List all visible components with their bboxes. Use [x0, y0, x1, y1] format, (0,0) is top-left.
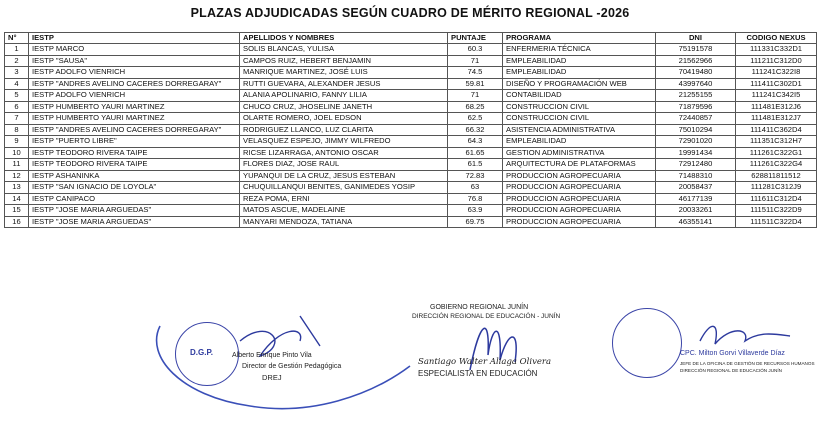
row-iestp: IESTP "SAN IGNACIO DE LOYOLA" — [29, 182, 240, 194]
page-title: PLAZAS ADJUDICADAS SEGÚN CUADRO DE MÉRITO REGIONAL -2026 — [190, 6, 630, 20]
table-row — [5, 159, 817, 171]
row-program: CONTABILIDAD — [503, 90, 656, 102]
table-row — [5, 67, 817, 79]
row-program: CONSTRUCCION CIVIL — [503, 101, 656, 113]
row-number: 2 — [5, 55, 29, 67]
row-names: SOLIS BLANCAS, YULISA — [240, 44, 448, 56]
row-program: ARQUITECTURA DE PLATAFORMAS — [503, 159, 656, 171]
row-number: 3 — [5, 67, 29, 79]
row-names: RICSE LIZARRAGA, ANTONIO OSCAR — [240, 147, 448, 159]
row-iestp: IESTP "ANDRES AVELINO CACERES DORREGARAY" — [29, 78, 240, 90]
row-dni: 71488310 — [656, 170, 736, 182]
row-iestp: IESTP HUMBERTO YAURI MARTINEZ — [29, 101, 240, 113]
row-program: EMPLEABILIDAD — [503, 55, 656, 67]
table-row — [5, 182, 817, 194]
signer-left-name: Alberto Enrique Pinto Vila — [232, 352, 312, 359]
row-names: ALANIA APOLINARIO, FANNY LILIA — [240, 90, 448, 102]
table-row — [5, 193, 817, 205]
stamp-dgp-text: D.G.P. — [190, 348, 213, 357]
col-header-number: N° — [5, 33, 29, 44]
row-score: 69.75 — [448, 216, 503, 228]
row-iestp: IESTP "SAUSA" — [29, 55, 240, 67]
table-row — [5, 44, 817, 56]
row-dni: 72912480 — [656, 159, 736, 171]
table-row — [5, 90, 817, 102]
row-number: 5 — [5, 90, 29, 102]
table-row — [5, 136, 817, 148]
row-nexus: 111331C332D1 — [736, 44, 817, 56]
row-names: CAMPOS RUIZ, HEBERT BENJAMIN — [240, 55, 448, 67]
row-dni: 71879596 — [656, 101, 736, 113]
row-names: MATOS ASCUE, MADELAINE — [240, 205, 448, 217]
row-program: ENFERMERIA TÉCNICA — [503, 44, 656, 56]
signer-right-role-2: DIRECCIÓN REGIONAL DE EDUCACIÓN JUNÍN — [680, 368, 782, 373]
table-row — [5, 55, 817, 67]
row-score: 61.65 — [448, 147, 503, 159]
col-header-names: APELLIDOS Y NOMBRES — [240, 33, 448, 44]
row-dni: 20058437 — [656, 182, 736, 194]
signer-right-name: CPC. Milton Gorvi Villaverde Díaz — [680, 350, 785, 357]
row-program: PRODUCCION AGROPECUARIA — [503, 193, 656, 205]
row-program: EMPLEABILIDAD — [503, 136, 656, 148]
row-program: PRODUCCION AGROPECUARIA — [503, 216, 656, 228]
table-row — [5, 78, 817, 90]
table-row — [5, 113, 817, 125]
row-iestp: IESTP MARCO — [29, 44, 240, 56]
row-dni: 46355141 — [656, 216, 736, 228]
col-header-score: PUNTAJE — [448, 33, 503, 44]
col-header-dni: DNI — [656, 33, 736, 44]
table-row — [5, 216, 817, 228]
row-score: 74.5 — [448, 67, 503, 79]
row-iestp: IESTP "JOSE MARIA ARGUEDAS" — [29, 205, 240, 217]
row-dni: 21255155 — [656, 90, 736, 102]
row-nexus: 111261C322G4 — [736, 159, 817, 171]
row-names: MANRIQUE MARTINEZ, JOSÉ LUIS — [240, 67, 448, 79]
row-iestp: IESTP "PUERTO LIBRE" — [29, 136, 240, 148]
row-names: CHUQUILLANQUI BENITES, GANIMEDES YOSIP — [240, 182, 448, 194]
row-score: 71 — [448, 90, 503, 102]
row-program: PRODUCCION AGROPECUARIA — [503, 170, 656, 182]
row-number: 1 — [5, 44, 29, 56]
row-number: 10 — [5, 147, 29, 159]
signer-right-role-1: JEFE DE LA OFICINA DE GESTIÓN DE RECURSOS HUMANOS — [680, 361, 815, 366]
row-nexus: 111411C362D4 — [736, 124, 817, 136]
row-number: 8 — [5, 124, 29, 136]
row-nexus: 111241C342I5 — [736, 90, 817, 102]
row-names: MANYARI MENDOZA, TATIANA — [240, 216, 448, 228]
row-nexus: 111261C322G1 — [736, 147, 817, 159]
row-iestp: IESTP ADOLFO VIENRICH — [29, 67, 240, 79]
row-dni: 75010294 — [656, 124, 736, 136]
row-nexus: 111481E312J7 — [736, 113, 817, 125]
row-nexus: 111511C322D4 — [736, 216, 817, 228]
row-score: 61.5 — [448, 159, 503, 171]
row-number: 14 — [5, 193, 29, 205]
col-header-iestp: IESTP — [29, 33, 240, 44]
table-row — [5, 147, 817, 159]
row-iestp: IESTP "JOSE MARIA ARGUEDAS" — [29, 216, 240, 228]
row-program: GESTION ADMINISTRATIVA — [503, 147, 656, 159]
row-iestp: IESTP TEODORO RIVERA TAIPE — [29, 159, 240, 171]
row-program: ASISTENCIA ADMINISTRATIVA — [503, 124, 656, 136]
row-number: 12 — [5, 170, 29, 182]
row-names: VELASQUEZ ESPEJO, JIMMY WILFREDO — [240, 136, 448, 148]
row-names: RODRIGUEZ LLANCO, LUZ CLARITA — [240, 124, 448, 136]
row-score: 66.32 — [448, 124, 503, 136]
row-dni: 21562966 — [656, 55, 736, 67]
row-dni: 43997640 — [656, 78, 736, 90]
row-score: 68.25 — [448, 101, 503, 113]
row-number: 7 — [5, 113, 29, 125]
row-nexus: 111411C302D1 — [736, 78, 817, 90]
row-iestp: IESTP CANIPACO — [29, 193, 240, 205]
stamp-rrhh — [612, 308, 682, 378]
col-header-nexus: CODIGO NEXUS — [736, 33, 817, 44]
row-number: 16 — [5, 216, 29, 228]
row-nexus: 628811811512 — [736, 170, 817, 182]
row-number: 15 — [5, 205, 29, 217]
row-dni: 46177139 — [656, 193, 736, 205]
row-names: RUTTI GUEVARA, ALEXANDER JESUS — [240, 78, 448, 90]
row-score: 72.83 — [448, 170, 503, 182]
table-header-row — [5, 33, 817, 44]
row-iestp: IESTP ASHANINKA — [29, 170, 240, 182]
row-score: 63.9 — [448, 205, 503, 217]
row-program: PRODUCCION AGROPECUARIA — [503, 182, 656, 194]
row-dni: 75191578 — [656, 44, 736, 56]
row-nexus: 111351C312H7 — [736, 136, 817, 148]
signer-center-header1: GOBIERNO REGIONAL JUNÍN — [430, 304, 529, 311]
results-table — [4, 32, 817, 228]
row-nexus: 111281C312J9 — [736, 182, 817, 194]
row-score: 59.81 — [448, 78, 503, 90]
row-score: 60.3 — [448, 44, 503, 56]
row-names: YUPANQUI DE LA CRUZ, JESUS ESTEBAN — [240, 170, 448, 182]
row-nexus: 111611C312D4 — [736, 193, 817, 205]
row-score: 63 — [448, 182, 503, 194]
row-program: PRODUCCION AGROPECUARIA — [503, 205, 656, 217]
row-nexus: 111211C312D0 — [736, 55, 817, 67]
row-number: 6 — [5, 101, 29, 113]
row-nexus: 111481E312J6 — [736, 101, 817, 113]
signer-center-role: ESPECIALISTA EN EDUCACIÓN — [418, 369, 538, 378]
table-row — [5, 124, 817, 136]
signer-left-role: Director de Gestión Pedagógica — [242, 363, 342, 370]
row-names: REZA POMA, ERNI — [240, 193, 448, 205]
row-dni: 19991434 — [656, 147, 736, 159]
row-program: CONSTRUCCION CIVIL — [503, 113, 656, 125]
row-iestp: IESTP TEODORO RIVERA TAIPE — [29, 147, 240, 159]
row-nexus: 111241C322I8 — [736, 67, 817, 79]
table-row — [5, 170, 817, 182]
table-row — [5, 205, 817, 217]
col-header-program: PROGRAMA — [503, 33, 656, 44]
row-number: 4 — [5, 78, 29, 90]
row-iestp: IESTP ADOLFO VIENRICH — [29, 90, 240, 102]
row-program: EMPLEABILIDAD — [503, 67, 656, 79]
row-number: 11 — [5, 159, 29, 171]
row-dni: 72440857 — [656, 113, 736, 125]
row-number: 13 — [5, 182, 29, 194]
row-names: CHUCO CRUZ, JHOSELINE JANETH — [240, 101, 448, 113]
table-row — [5, 101, 817, 113]
row-names: FLORES DIAZ, JOSE RAUL — [240, 159, 448, 171]
row-score: 71 — [448, 55, 503, 67]
row-score: 64.3 — [448, 136, 503, 148]
row-nexus: 111511C322D9 — [736, 205, 817, 217]
row-program: DISEÑO Y PROGRAMACIÓN WEB — [503, 78, 656, 90]
row-names: OLARTE ROMERO, JOEL EDSON — [240, 113, 448, 125]
signer-center-header2: DIRECCIÓN REGIONAL DE EDUCACIÓN - JUNÍN — [412, 313, 561, 320]
row-score: 62.5 — [448, 113, 503, 125]
row-number: 9 — [5, 136, 29, 148]
row-score: 76.8 — [448, 193, 503, 205]
row-iestp: IESTP HUMBERTO YAURI MARTINEZ — [29, 113, 240, 125]
signature-center-graphic — [430, 300, 550, 380]
row-dni: 70419480 — [656, 67, 736, 79]
row-iestp: IESTP "ANDRES AVELINO CACERES DORREGARAY" — [29, 124, 240, 136]
row-dni: 20033261 — [656, 205, 736, 217]
row-dni: 72901020 — [656, 136, 736, 148]
signer-left-office: DREJ — [262, 373, 282, 382]
signer-center-name: Santiago Walter Aliaga Olivera — [418, 357, 552, 367]
